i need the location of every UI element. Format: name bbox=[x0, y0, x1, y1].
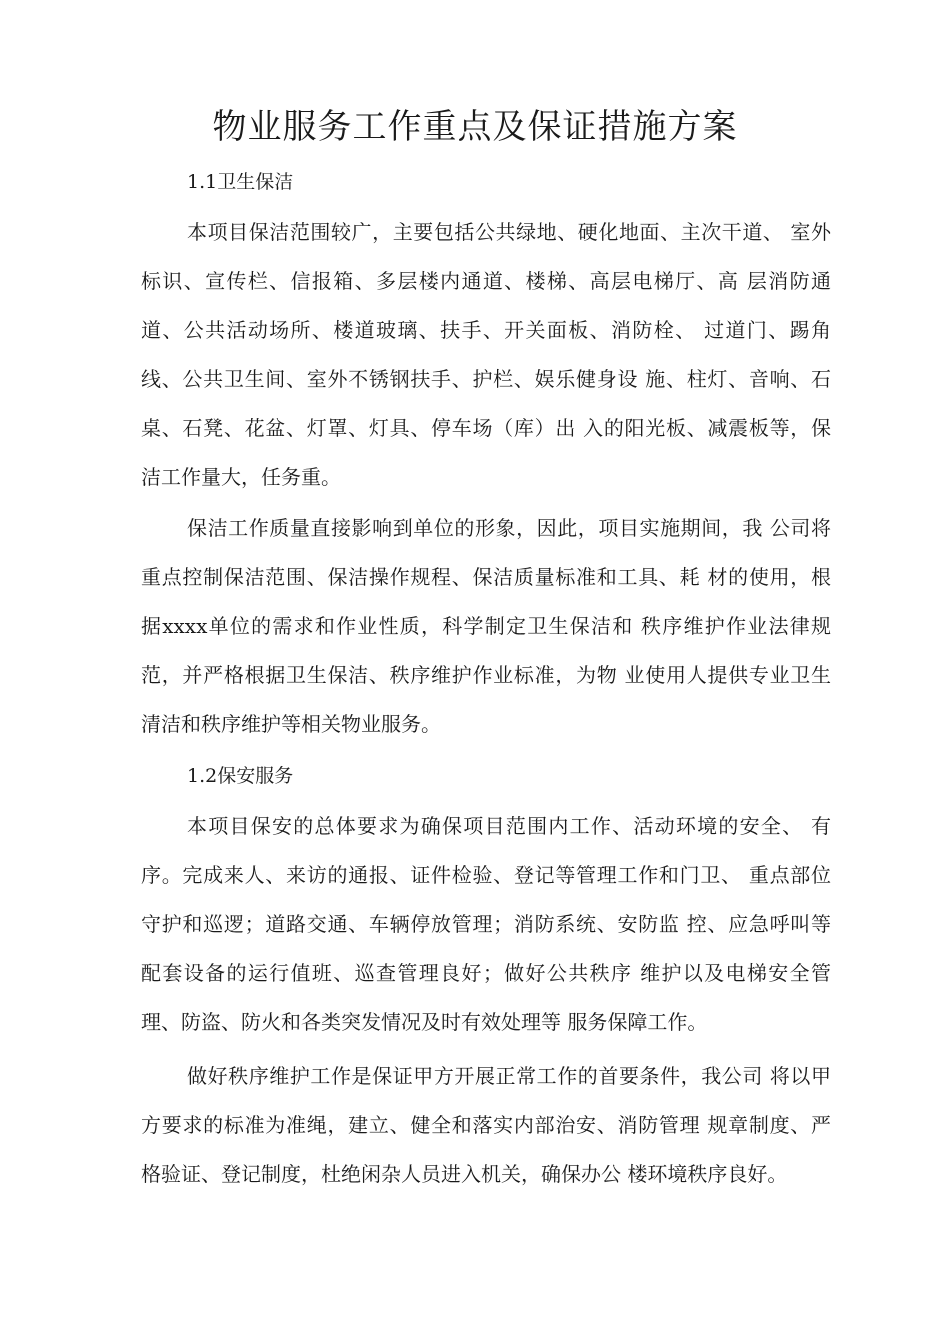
paragraph-1-1-a bbox=[141, 208, 831, 502]
paragraph-line: 本项目保安的总体要求为确保项目范围内工作、活动环境的安全、 有 bbox=[187, 814, 831, 838]
paragraph-line: 配套设备的运行值班、巡查管理良好；做好公共秩序 维护以及电梯安全管 bbox=[141, 961, 831, 985]
paragraph-line: 道、公共活动场所、楼道玻璃、扶手、开关面板、消防栓、 过道门、踢角 bbox=[141, 318, 831, 342]
paragraph-line: 本项目保洁范围较广，主要包括公共绿地、硬化地面、主次干道、 室外 bbox=[187, 220, 831, 244]
paragraph-line: 方要求的标准为准绳，建立、健全和落实内部治安、消防管理 规章制度、严 bbox=[141, 1113, 831, 1137]
paragraph-1-1-b bbox=[141, 504, 831, 749]
paragraph-line: 标识、宣传栏、信报箱、多层楼内通道、楼梯、高层电梯厅、高 层消防通 bbox=[141, 269, 831, 293]
paragraph-line: 范，并严格根据卫生保洁、秩序维护作业标准，为物 业使用人提供专业卫生 bbox=[141, 663, 831, 687]
document-title: 物业服务工作重点及保证措施方案 bbox=[212, 107, 738, 147]
paragraph-line: 清洁和秩序维护等相关物业服务。 bbox=[141, 712, 441, 736]
paragraph-line: 保洁工作质量直接影响到单位的形象，因此，项目实施期间，我 公司将 bbox=[187, 516, 831, 540]
section-heading-1-2: 1.2保安服务 bbox=[187, 765, 294, 787]
paragraph-line: 桌、石凳、花盆、灯罩、灯具、停车场（库）出 入的阳光板、减震板等，保 bbox=[141, 416, 831, 440]
paragraph-line: 序。完成来人、来访的通报、证件检验、登记等管理工作和门卫、 重点部位 bbox=[141, 863, 831, 887]
paragraph-line: 重点控制保洁范围、保洁操作规程、保洁质量标准和工具、耗 材的使用，根 bbox=[141, 565, 831, 589]
section-heading-1-1: 1.1卫生保洁 bbox=[187, 171, 294, 193]
paragraph-line: 洁工作量大，任务重。 bbox=[141, 465, 341, 489]
paragraph-line: 格验证、登记制度，杜绝闲杂人员进入机关，确保办公 楼环境秩序良好。 bbox=[141, 1162, 788, 1186]
paragraph-line: 守护和巡逻；道路交通、车辆停放管理；消防系统、安防监 控、应急呼叫等 bbox=[141, 912, 831, 936]
paragraph-line: 理、防盗、防火和各类突发情况及时有效处理等 服务保障工作。 bbox=[141, 1010, 708, 1034]
paragraph-line: 据xxxx单位的需求和作业性质，科学制定卫生保洁和 秩序维护作业法律规 bbox=[141, 614, 831, 638]
paragraph-line: 做好秩序维护工作是保证甲方开展正常工作的首要条件，我公司 将以甲 bbox=[187, 1064, 831, 1088]
paragraph-line: 线、公共卫生间、室外不锈钢扶手、护栏、娱乐健身设 施、柱灯、音响、石 bbox=[141, 367, 831, 391]
paragraph-1-2-a bbox=[141, 802, 831, 1047]
paragraph-1-2-b bbox=[141, 1052, 831, 1199]
